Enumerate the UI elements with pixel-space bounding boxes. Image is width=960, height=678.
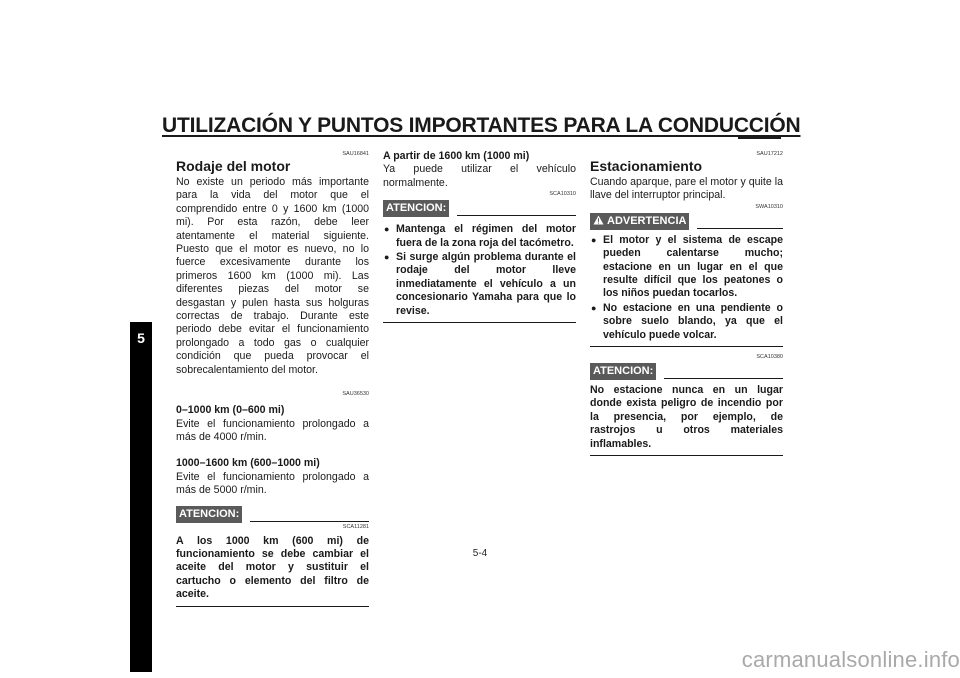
column-3: [590, 150, 783, 456]
list-item: ● Mantenga el régimen del motor fuera de la zona roja del tacómetro.: [384, 223, 576, 249]
section-code: SAU36530: [342, 391, 369, 398]
intro-paragraph: Cuando aparque, pare el motor y quite la llave del interruptor principal.: [590, 176, 783, 202]
warning-header: [590, 213, 783, 230]
warning-rule: [590, 346, 783, 347]
notice-code: SCA10310: [549, 191, 576, 198]
page-number: 5-4: [472, 548, 488, 559]
notice-rule: [590, 455, 783, 456]
list-item: ● El motor y el sistema de escape pueden calentarse mucho; estacione en un lugar en el que resulte difícil que los peatones o los niños puedan tocarlos.: [591, 233, 783, 300]
notice-header: [590, 363, 783, 380]
notice-rule: [383, 322, 576, 323]
notice-text: A los 1000 km (600 mi) de funcionamiento se debe cambiar el aceite del motor y sustituir el cartucho o elemento del filtro de aceite.: [176, 534, 369, 601]
column-1: [176, 150, 369, 607]
section-heading: Estacionamiento: [590, 158, 703, 174]
header-rule: [738, 137, 781, 139]
section-subheading: A partir de 1600 km (1000 mi): [383, 150, 530, 162]
bullet-icon: ●: [591, 302, 597, 313]
list-item: ● No estacione en una pendiente o sobre suelo blando, ya que el vehículo puede volcar.: [591, 301, 783, 341]
range-text: Evite el funcionamiento prolongado a más de 4000 r/min.: [176, 417, 369, 443]
range-title: 0–1000 km (0–600 mi): [176, 404, 285, 417]
attention-badge: ATENCION:: [383, 200, 449, 217]
attention-badge: ATENCION:: [590, 363, 656, 380]
attention-badge: ATENCION:: [176, 506, 242, 523]
warning-badge: ADVERTENCIA: [590, 213, 689, 230]
notice-code: SCA10380: [756, 354, 783, 361]
section-code: SAU17212: [756, 151, 783, 157]
chapter-tab: [130, 322, 152, 672]
intro-paragraph: No existe un periodo más importante para la vida del motor que el comprendido entre 0 y 1600 km (1000 mi). Por esta razón, debe leer atentamente el material siguiente. Puesto que el motor es nuevo, no lo fuerce excesivamente durante los primeros 1600 km (1000 mi). Las diferentes piezas del motor se desgastan y pulen hasta sus holguras correctas de trabajo. Durante este periodo debe evitar el funcionamiento prolongado a todo gas o cualquier condición que pueda provocar el sobrecalentamiento del motor.: [176, 176, 369, 376]
notice-code: SCA11281: [342, 523, 369, 530]
notice-text: No estacione nunca en un lugar donde exista peligro de incendio por la presencia, por ejemplo, de rastrojos u otros materiales inflamables.: [590, 384, 783, 450]
watermark: carmanualsonline.info: [741, 647, 960, 672]
list-item: ● Si surge algún problema durante el rodaje del motor lleve inmediatamente el vehículo a un concesionario Yamaha para que lo revise.: [384, 251, 576, 317]
range-title: 1000–1600 km (600–1000 mi): [176, 457, 320, 470]
column-2: [383, 150, 576, 323]
notice-rule: [176, 606, 369, 607]
paragraph: Ya puede utilizar el vehículo normalmente.: [383, 163, 576, 189]
chapter-number: 5: [137, 330, 145, 346]
notice-header: [176, 506, 369, 523]
page-title: UTILIZACIÓN Y PUNTOS IMPORTANTES PARA LA CONDUCCIÓN: [162, 114, 801, 137]
warning-triangle-icon: [593, 215, 604, 225]
warning-code: SWA10310: [755, 203, 783, 210]
notice-header: [383, 200, 576, 217]
section-code: SAU16841: [342, 151, 369, 157]
bullet-icon: ●: [591, 234, 597, 245]
bullet-icon: ●: [384, 224, 390, 235]
range-text: Evite el funcionamiento prolongado a más de 5000 r/min.: [176, 470, 369, 497]
section-heading: Rodaje del motor: [176, 158, 291, 174]
bullet-icon: ●: [384, 252, 390, 263]
